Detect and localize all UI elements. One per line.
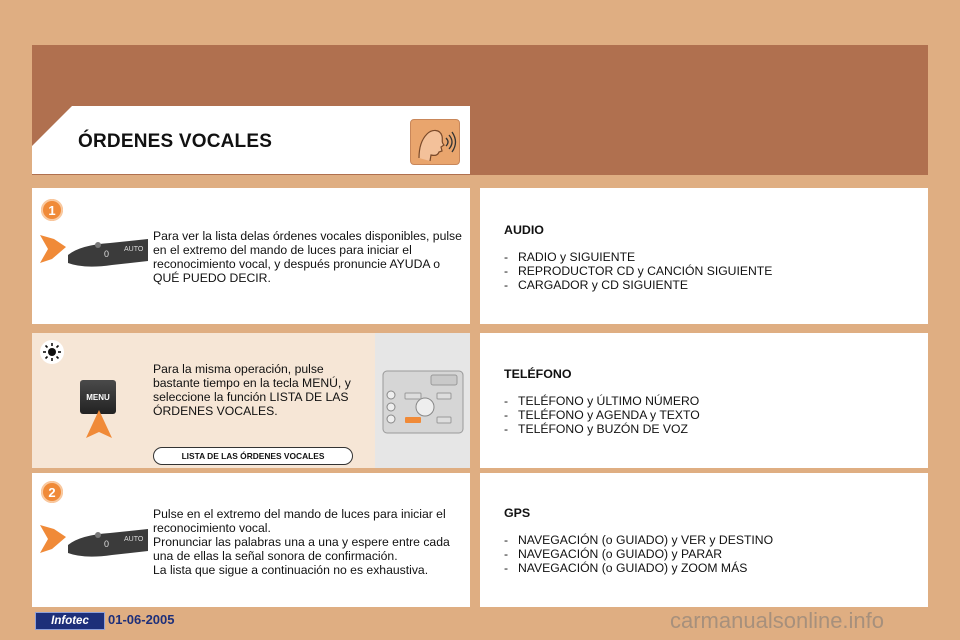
light-stalk-icon: [40, 515, 150, 565]
svg-text:AUTO: AUTO: [124, 246, 144, 253]
step-menu-text: Para la misma operación, pulse bastante tiempo en la tecla MENÚ, y seleccione la función LISTA DE LAS ÓRDENES VOCALES.: [153, 362, 351, 418]
list-item: - NAVEGACIÓN (o GUIADO) y ZOOM MÁS: [504, 561, 773, 575]
list-item: - TELÉFONO y ÚLTIMO NÚMERO: [504, 394, 700, 408]
radio-unit-image: [375, 333, 470, 468]
list-item: - CARGADOR y CD SIGUIENTE: [504, 278, 772, 292]
step-1-badge: 1: [41, 199, 63, 221]
voice-head-icon: [410, 119, 460, 165]
svg-text:0: 0: [104, 539, 110, 549]
step-2-badge: 2: [41, 481, 63, 503]
section-title-audio: AUDIO: [504, 223, 544, 237]
page-title: ÓRDENES VOCALES: [78, 131, 273, 152]
watermark: carmanualsonline.info: [670, 608, 885, 633]
list-item: - TELÉFONO y BUZÓN DE VOZ: [504, 422, 700, 436]
svg-text:0: 0: [104, 249, 110, 259]
list-item: - RADIO y SIGUIENTE: [504, 250, 772, 264]
gps-list: [504, 533, 773, 575]
menu-button-image: MENU: [80, 380, 116, 414]
audio-list: [504, 250, 772, 292]
step-2-text: [153, 507, 465, 577]
list-item: - REPRODUCTOR CD y CANCIÓN SIGUIENTE: [504, 264, 772, 278]
list-item: - NAVEGACIÓN (o GUIADO) y VER y DESTINO: [504, 533, 773, 547]
light-stalk-icon: [40, 225, 150, 275]
list-item: - TELÉFONO y AGENDA y TEXTO: [504, 408, 700, 422]
svg-text:AUTO: AUTO: [124, 536, 144, 543]
voice-list-pill: LISTA DE LAS ÓRDENES VOCALES: [153, 447, 353, 465]
list-item: - NAVEGACIÓN (o GUIADO) y PARAR: [504, 547, 773, 561]
step-2-line: Pulse en el extremo del mando de luces para iniciar el reconocimiento vocal.: [153, 507, 446, 535]
step-2-line: La lista que sigue a continuación no es exhaustiva.: [153, 563, 429, 577]
arrow-up-icon: [86, 410, 112, 438]
section-title-phone: TELÉFONO: [504, 367, 572, 381]
phone-list: [504, 394, 700, 436]
section-title-gps: GPS: [504, 506, 531, 520]
sun-icon: [40, 340, 64, 364]
footer-date: 01-06-2005: [108, 612, 175, 627]
step-1-text: Para ver la lista delas órdenes vocales disponibles, pulse en el extremo del mando de luces para iniciar el reconocimiento vocal, y después pronuncie AYUDA o QUÉ PUEDO DECIR.: [153, 229, 462, 285]
step-2-line: Pronunciar las palabras una a una y espere entre cada una de ellas la señal sonora de confirmación.: [153, 535, 450, 563]
infotec-logo: Infotec: [35, 612, 105, 630]
